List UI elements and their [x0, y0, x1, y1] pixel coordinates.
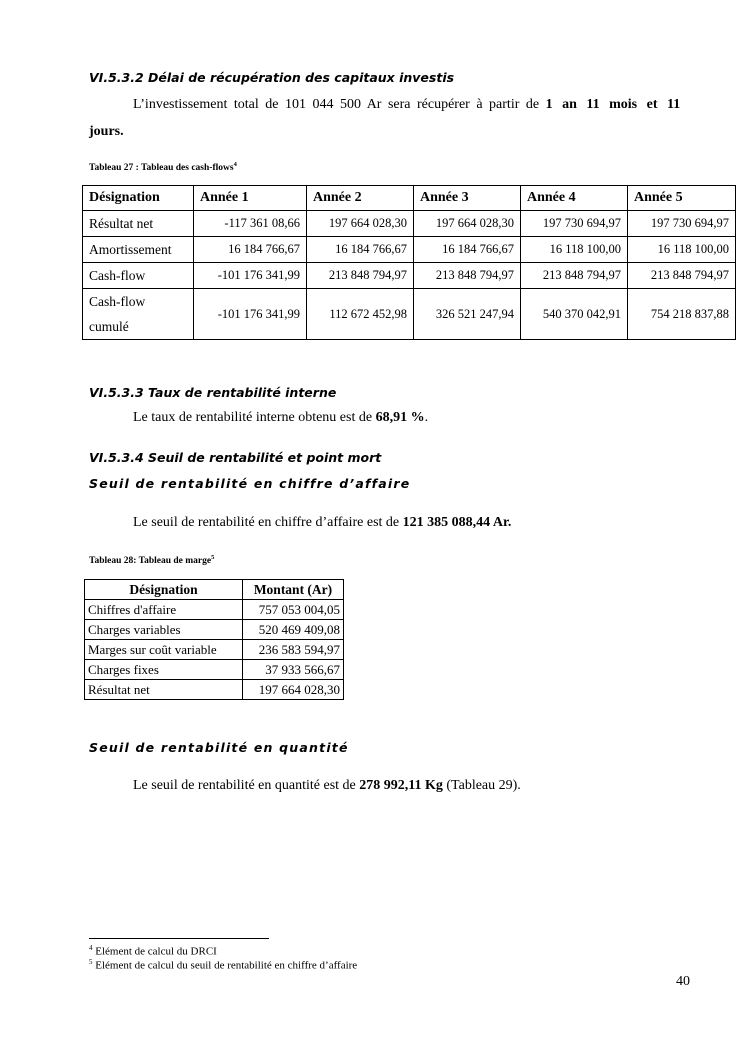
cell-value: -101 176 341,99 [194, 289, 307, 340]
header-montant: Montant (Ar) [243, 580, 344, 600]
subheading-seuil-ca: Seuil de rentabilité en chiffre d’affaire [89, 476, 411, 491]
cell-value: -101 176 341,99 [194, 263, 307, 289]
row-label: Charges variables [85, 620, 243, 640]
header-annee-3: Année 3 [414, 186, 521, 211]
table-row [83, 237, 736, 263]
row-label: Résultat net [85, 680, 243, 700]
footnote-5: $^5$ Elément de calcul du seuil de rentabilité en chiffre d’affaire [89, 958, 358, 972]
section-heading-delai: VI.5.3.2 Délai de récupération des capitaux investis [89, 70, 455, 85]
cell-value: 37 933 566,67 [243, 660, 344, 680]
cell-value: 757 053 004,05 [243, 600, 344, 620]
section-heading-seuil: VI.5.3.4 Seuil de rentabilité et point mort [89, 450, 382, 465]
cell-value: 197 730 694,97 [521, 211, 628, 237]
delai-duration-end: jours. [89, 124, 124, 139]
cell-value: 326 521 247,94 [414, 289, 521, 340]
tri-paragraph: Le taux de rentabilité interne obtenu est de 68,91 %. [133, 410, 429, 425]
table28-caption: Tableau 28: Tableau de marge$^5$ [89, 554, 215, 567]
cell-value: 236 583 594,97 [243, 640, 344, 660]
cell-value: 540 370 042,91 [521, 289, 628, 340]
cashflow-table [82, 185, 736, 340]
subheading-seuil-quantite: Seuil de rentabilité en quantité [89, 740, 349, 755]
footnote-4: $^4$ Elément de calcul du DRCI [89, 944, 217, 958]
row-label: Cash-flow cumulé [83, 289, 194, 340]
table-header-row [83, 186, 736, 211]
cell-value: 520 469 409,08 [243, 620, 344, 640]
header-annee-2: Année 2 [307, 186, 414, 211]
footnote-ref-4: 4 [233, 161, 237, 168]
row-label: Charges fixes [85, 660, 243, 680]
table-row [83, 263, 736, 289]
table27-caption: Tableau 27 : Tableau des cash-flows$^4$ [89, 161, 237, 174]
header-annee-4: Année 4 [521, 186, 628, 211]
table-row [85, 600, 344, 620]
tri-value: 68,91 % [375, 410, 425, 425]
cell-value: 754 218 837,88 [628, 289, 736, 340]
table-header-row [85, 580, 344, 600]
cell-value: 197 664 028,30 [414, 211, 521, 237]
table-row [85, 660, 344, 680]
seuil-ca-paragraph: Le seuil de rentabilité en chiffre d’affaire est de 121 385 088,44 Ar. [133, 515, 512, 530]
cell-value: 213 848 794,97 [414, 263, 521, 289]
cell-value: -117 361 08,66 [194, 211, 307, 237]
cell-value: 16 184 766,67 [414, 237, 521, 263]
header-designation: Désignation [83, 186, 194, 211]
row-label: Résultat net [83, 211, 194, 237]
cell-value: 197 664 028,30 [243, 680, 344, 700]
table-row [85, 680, 344, 700]
page-number: 40 [676, 974, 690, 989]
header-annee-1: Année 1 [194, 186, 307, 211]
header-designation: Désignation [85, 580, 243, 600]
footnote-divider [89, 938, 269, 939]
seuil-quantite-value: 278 992,11 Kg [359, 778, 443, 793]
cell-value: 213 848 794,97 [307, 263, 414, 289]
delai-text: L’investissement total de 101 044 500 Ar sera récupérer à partir de [133, 97, 546, 112]
delai-duration: 1 an 11 mois et 11 [545, 97, 681, 112]
cell-value: 112 672 452,98 [307, 289, 414, 340]
table-row [85, 620, 344, 640]
footnote-ref-5: 5 [211, 554, 215, 561]
cell-value: 213 848 794,97 [521, 263, 628, 289]
cell-value: 16 118 100,00 [521, 237, 628, 263]
marge-table [84, 579, 344, 700]
table-row [83, 289, 736, 340]
table-row [85, 640, 344, 660]
header-annee-5: Année 5 [628, 186, 736, 211]
cell-value: 213 848 794,97 [628, 263, 736, 289]
cell-value: 197 664 028,30 [307, 211, 414, 237]
table-row [83, 211, 736, 237]
cell-value: 16 118 100,00 [628, 237, 736, 263]
cell-value: 16 184 766,67 [307, 237, 414, 263]
cell-value: 16 184 766,67 [194, 237, 307, 263]
row-label: Marges sur coût variable [85, 640, 243, 660]
section-heading-tri: VI.5.3.3 Taux de rentabilité interne [89, 385, 337, 400]
row-label: Amortissement [83, 237, 194, 263]
row-label: Chiffres d'affaire [85, 600, 243, 620]
cell-value: 197 730 694,97 [628, 211, 736, 237]
row-label: Cash-flow [83, 263, 194, 289]
delai-paragraph [133, 97, 680, 113]
seuil-ca-value: 121 385 088,44 Ar. [402, 515, 512, 530]
seuil-quantite-paragraph: Le seuil de rentabilité en quantité est de 278 992,11 Kg (Tableau 29). [133, 778, 521, 793]
